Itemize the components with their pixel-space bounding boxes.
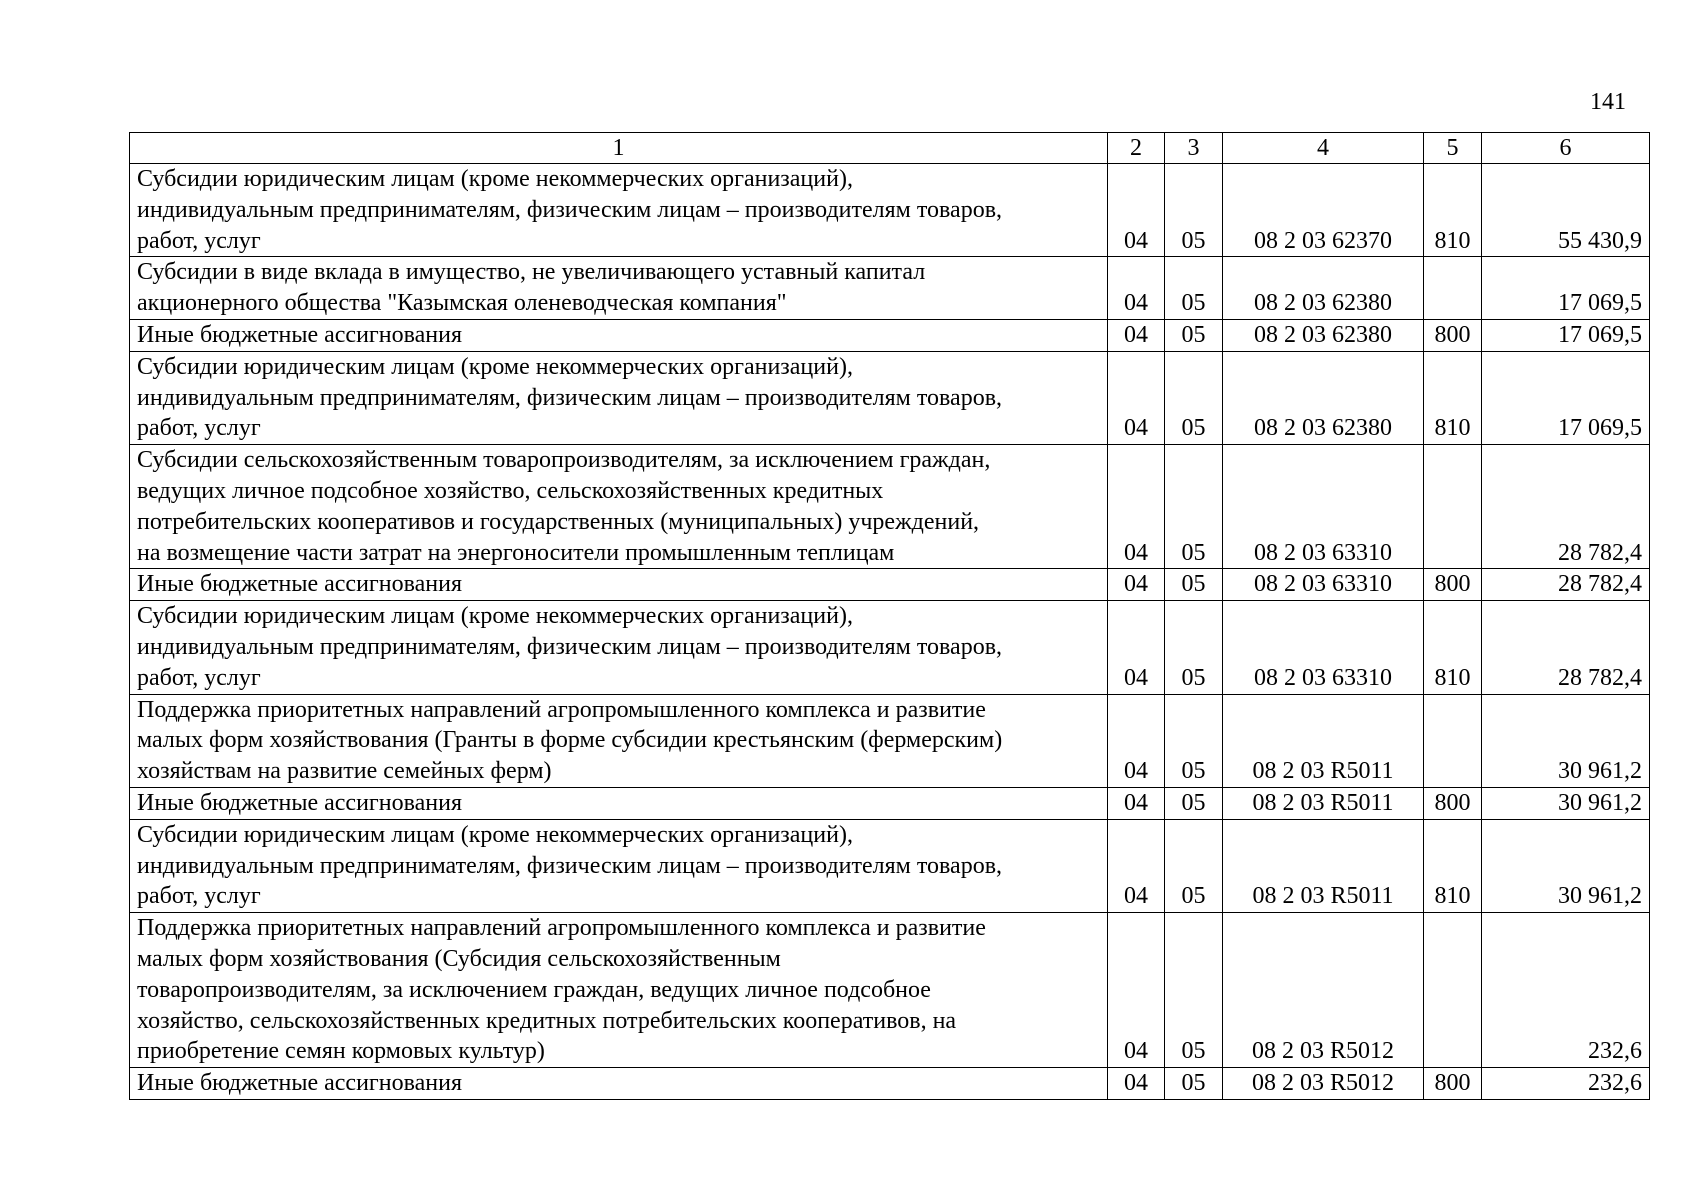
subsection-code: 05 xyxy=(1165,445,1223,569)
header-col-1: 1 xyxy=(130,133,1108,164)
target-article-code: 08 2 03 R5011 xyxy=(1223,694,1424,787)
description-line: акционерного общества "Казымская оленеводческая компания" xyxy=(137,290,787,317)
section-code: 04 xyxy=(1108,319,1165,351)
description-line: хозяйство, сельскохозяйственных кредитных потребительских кооперативов, на xyxy=(137,1007,957,1034)
description-line: работ, услуг xyxy=(137,883,261,910)
budget-table xyxy=(129,132,1650,1100)
header-col-4: 4 xyxy=(1223,133,1424,164)
header-col-6: 6 xyxy=(1482,133,1650,164)
section-code: 04 xyxy=(1108,601,1165,694)
section-code: 04 xyxy=(1108,445,1165,569)
expense-type-code: 810 xyxy=(1424,351,1482,444)
table-row xyxy=(130,819,1650,912)
section-code: 04 xyxy=(1108,164,1165,257)
target-article-code: 08 2 03 62380 xyxy=(1223,351,1424,444)
description-line: Субсидии юридическим лицам (кроме некоммерческих организаций), xyxy=(137,353,853,380)
subsection-code: 05 xyxy=(1165,257,1223,320)
description-line: Субсидии юридическим лицам (кроме некоммерческих организаций), xyxy=(137,821,853,848)
expense-type-code xyxy=(1424,694,1482,787)
subsection-code: 05 xyxy=(1165,164,1223,257)
expense-type-code xyxy=(1424,445,1482,569)
table-row xyxy=(130,569,1650,601)
subsection-code: 05 xyxy=(1165,319,1223,351)
subsection-code: 05 xyxy=(1165,819,1223,912)
subsection-code: 05 xyxy=(1165,694,1223,787)
target-article-code: 08 2 03 63310 xyxy=(1223,569,1424,601)
table-row xyxy=(130,601,1650,694)
description-line: на возмещение части затрат на энергоносители промышленным теплицам xyxy=(137,539,895,566)
description-line: индивидуальным предпринимателям, физическим лицам – производителям товаров, xyxy=(137,633,1003,660)
expense-type-code: 810 xyxy=(1424,164,1482,257)
amount: 28 782,4 xyxy=(1482,569,1650,601)
amount: 232,6 xyxy=(1482,1068,1650,1100)
amount: 30 961,2 xyxy=(1482,694,1650,787)
subsection-code: 05 xyxy=(1165,787,1223,819)
description-line: Субсидии юридическим лицам (кроме некоммерческих организаций), xyxy=(137,603,853,630)
row-description xyxy=(130,787,1108,819)
description-line: Субсидии юридическим лицам (кроме некоммерческих организаций), xyxy=(137,166,853,192)
description-line: работ, услуг xyxy=(137,664,261,691)
header-col-2: 2 xyxy=(1108,133,1165,164)
section-code: 04 xyxy=(1108,787,1165,819)
expense-type-code: 800 xyxy=(1424,319,1482,351)
description-line: малых форм хозяйствования (Гранты в форме субсидии крестьянским (фермерским) xyxy=(137,727,1003,754)
description-line: Иные бюджетные ассигнования xyxy=(137,321,462,348)
table-body xyxy=(130,133,1650,1100)
target-article-code: 08 2 03 62370 xyxy=(1223,164,1424,257)
target-article-code: 08 2 03 62380 xyxy=(1223,319,1424,351)
amount: 17 069,5 xyxy=(1482,351,1650,444)
header-col-3: 3 xyxy=(1165,133,1223,164)
header-col-5: 5 xyxy=(1424,133,1482,164)
table-row xyxy=(130,164,1650,257)
description-line: ведущих личное подсобное хозяйство, сельскохозяйственных кредитных xyxy=(137,477,884,504)
description-line: работ, услуг xyxy=(137,227,261,254)
row-description xyxy=(130,257,1108,320)
row-description xyxy=(130,601,1108,694)
section-code: 04 xyxy=(1108,694,1165,787)
target-article-code: 08 2 03 63310 xyxy=(1223,601,1424,694)
row-description xyxy=(130,913,1108,1068)
description-line: хозяйствам на развитие семейных ферм) xyxy=(137,758,552,785)
target-article-code: 08 2 03 62380 xyxy=(1223,257,1424,320)
row-description xyxy=(130,351,1108,444)
description-line: Иные бюджетные ассигнования xyxy=(137,571,462,598)
description-line: приобретение семян кормовых культур) xyxy=(137,1038,545,1065)
target-article-code: 08 2 03 R5011 xyxy=(1223,819,1424,912)
expense-type-code xyxy=(1424,257,1482,320)
amount: 30 961,2 xyxy=(1482,819,1650,912)
expense-type-code: 800 xyxy=(1424,787,1482,819)
amount: 28 782,4 xyxy=(1482,445,1650,569)
table-row xyxy=(130,694,1650,787)
description-line: работ, услуг xyxy=(137,415,261,442)
description-line: Поддержка приоритетных направлений агропромышленного комплекса и развитие xyxy=(137,696,986,723)
amount: 55 430,9 xyxy=(1482,164,1650,257)
section-code: 04 xyxy=(1108,819,1165,912)
subsection-code: 05 xyxy=(1165,569,1223,601)
section-code: 04 xyxy=(1108,1068,1165,1100)
section-code: 04 xyxy=(1108,257,1165,320)
row-description xyxy=(130,319,1108,351)
subsection-code: 05 xyxy=(1165,351,1223,444)
table-row xyxy=(130,351,1650,444)
amount: 17 069,5 xyxy=(1482,319,1650,351)
table-header-row xyxy=(130,133,1650,164)
row-description xyxy=(130,694,1108,787)
row-description xyxy=(130,569,1108,601)
row-description xyxy=(130,445,1108,569)
page-number: 141 xyxy=(1590,89,1626,115)
description-line: малых форм хозяйствования (Субсидия сельскохозяйственным xyxy=(137,945,781,972)
table-row xyxy=(130,1068,1650,1100)
target-article-code: 08 2 03 63310 xyxy=(1223,445,1424,569)
amount: 28 782,4 xyxy=(1482,601,1650,694)
expense-type-code: 800 xyxy=(1424,1068,1482,1100)
table-row xyxy=(130,913,1650,1068)
amount: 232,6 xyxy=(1482,913,1650,1068)
section-code: 04 xyxy=(1108,569,1165,601)
description-line: индивидуальным предпринимателям, физическим лицам – производителям товаров, xyxy=(137,384,1003,411)
subsection-code: 05 xyxy=(1165,913,1223,1068)
subsection-code: 05 xyxy=(1165,1068,1223,1100)
description-line: индивидуальным предпринимателям, физическим лицам – производителям товаров, xyxy=(137,852,1003,879)
description-line: товаропроизводителям, за исключением граждан, ведущих личное подсобное xyxy=(137,976,931,1003)
table-row xyxy=(130,257,1650,320)
expense-type-code: 800 xyxy=(1424,569,1482,601)
section-code: 04 xyxy=(1108,913,1165,1068)
section-code: 04 xyxy=(1108,351,1165,444)
row-description xyxy=(130,819,1108,912)
description-line: Субсидии в виде вклада в имущество, не увеличивающего уставный капитал xyxy=(137,259,926,286)
description-line: индивидуальным предпринимателям, физическим лицам – производителям товаров, xyxy=(137,196,1003,223)
target-article-code: 08 2 03 R5012 xyxy=(1223,1068,1424,1100)
row-description xyxy=(130,1068,1108,1100)
amount: 30 961,2 xyxy=(1482,787,1650,819)
target-article-code: 08 2 03 R5012 xyxy=(1223,913,1424,1068)
expense-type-code xyxy=(1424,913,1482,1068)
row-description xyxy=(130,164,1108,257)
table-row xyxy=(130,445,1650,569)
expense-type-code: 810 xyxy=(1424,601,1482,694)
description-line: Иные бюджетные ассигнования xyxy=(137,789,462,816)
description-line: Субсидии сельскохозяйственным товаропроизводителям, за исключением граждан, xyxy=(137,447,991,474)
subsection-code: 05 xyxy=(1165,601,1223,694)
table-row xyxy=(130,787,1650,819)
description-line: Поддержка приоритетных направлений агропромышленного комплекса и развитие xyxy=(137,915,986,942)
description-line: Иные бюджетные ассигнования xyxy=(137,1070,462,1097)
target-article-code: 08 2 03 R5011 xyxy=(1223,787,1424,819)
table-row xyxy=(130,319,1650,351)
expense-type-code: 810 xyxy=(1424,819,1482,912)
description-line: потребительских кооперативов и государственных (муниципальных) учреждений, xyxy=(137,508,980,535)
amount: 17 069,5 xyxy=(1482,257,1650,320)
